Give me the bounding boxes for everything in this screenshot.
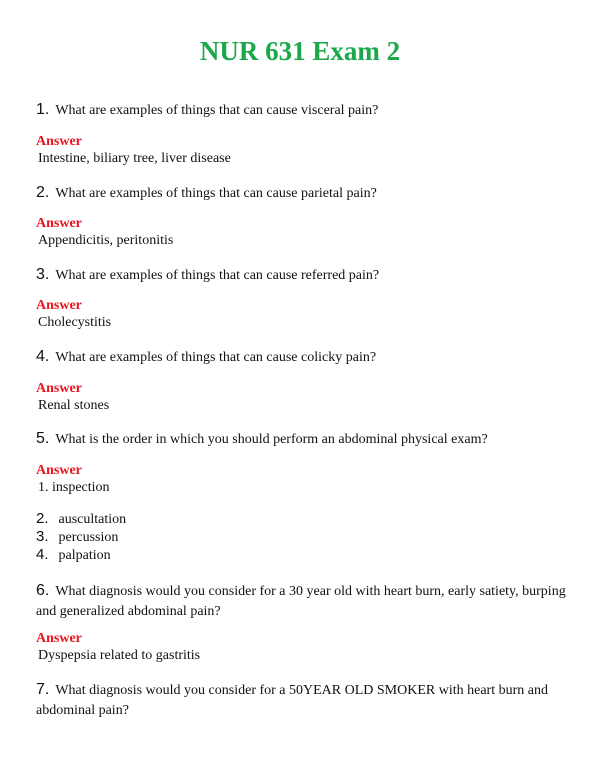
question-text: What diagnosis would you consider for a 50YEAR OLD SMOKER with heart burn and abdominal pain? (36, 683, 548, 718)
list-item (36, 528, 566, 547)
question-number: 1. (36, 101, 50, 118)
answer-label: Answer (36, 216, 82, 231)
page-title: NUR 631 Exam 2 (199, 36, 401, 66)
answer-label: Answer (36, 463, 82, 478)
question-text: What are examples of things that can cause parietal pain? (55, 186, 377, 201)
question-text: What diagnosis would you consider for a 30 year old with heart burn, early satiety, burping and generalized abdominal pain? (36, 584, 566, 619)
answer-text: 1. inspection (38, 480, 110, 495)
list-item (36, 546, 566, 565)
answer-text: Cholecystitis (38, 315, 112, 330)
question-number: 4. (36, 348, 50, 365)
list-item (36, 510, 566, 529)
question-number: 2. (36, 184, 50, 201)
list-text: auscultation (58, 512, 127, 527)
question-6 (36, 581, 566, 622)
question-text: What are examples of things that can cause colicky pain? (55, 350, 377, 365)
answer-text: Appendicitis, peritonitis (38, 233, 174, 248)
list-number: 3. (36, 528, 49, 545)
answer-text: Dyspepsia related to gastritis (38, 648, 201, 663)
answer-label: Answer (36, 381, 82, 396)
question-3 (36, 265, 566, 286)
list-text: percussion (58, 530, 119, 545)
list-text: palpation (58, 548, 111, 563)
answer-label: Answer (36, 134, 82, 149)
question-7 (36, 680, 566, 721)
question-number: 6. (36, 582, 50, 599)
question-2 (36, 183, 566, 204)
answer-label: Answer (36, 298, 82, 313)
question-text: What are examples of things that can cause referred pain? (55, 268, 380, 283)
answer-label: Answer (36, 631, 82, 646)
question-number: 7. (36, 681, 50, 698)
question-5 (36, 429, 566, 450)
list-number: 2. (36, 510, 49, 527)
answer-text: Renal stones (38, 398, 110, 413)
question-number: 5. (36, 430, 50, 447)
question-4 (36, 347, 566, 368)
answer-text: Intestine, biliary tree, liver disease (38, 151, 231, 166)
question-number: 3. (36, 266, 50, 283)
question-text: What is the order in which you should perform an abdominal physical exam? (55, 432, 488, 447)
question-1 (36, 100, 566, 121)
list-number: 4. (36, 546, 49, 563)
question-text: What are examples of things that can cause visceral pain? (55, 103, 379, 118)
